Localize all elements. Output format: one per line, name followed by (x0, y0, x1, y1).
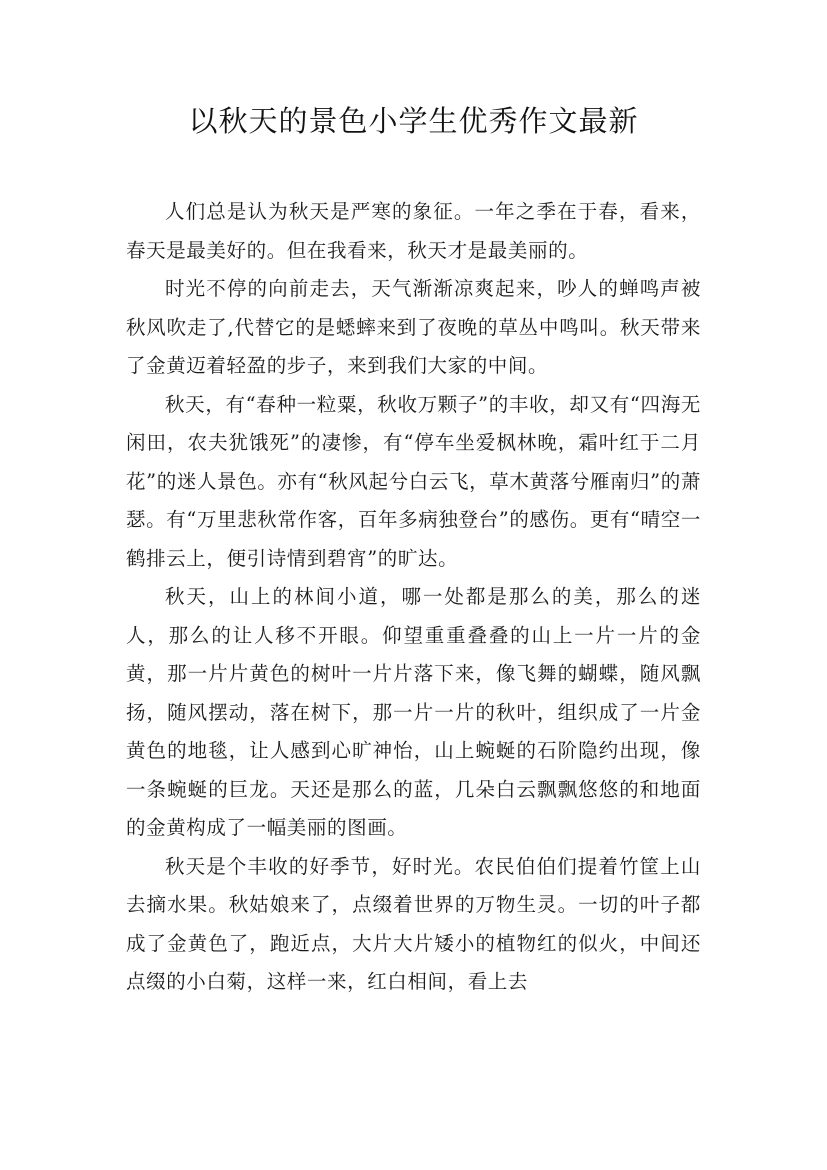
document-body (126, 193, 701, 1002)
paragraph: 时光不停的向前走去，天气渐渐凉爽起来，吵人的蝉鸣声被秋风吹走了,代替它的是蟋蟀来到了夜晚的草丛中鸣叫。秋天带来了金黄迈着轻盈的步子，来到我们大家的中间。 (126, 277, 701, 377)
paragraph: 秋天，山上的林间小道，哪一处都是那么的美，那么的迷人，那么的让人移不开眼。仰望重重叠叠的山上一片一片的金黄，那一片片黄色的树叶一片片落下来，像飞舞的蝴蝶，随风飘扬，随风摆动，落在树下，那一片一片的秋叶，组织成了一片金黄色的地毯，让人感到心旷神怡，山上蜿蜒的石阶隐约出现，像一条蜿蜒的巨龙。天还是那么的蓝，几朵白云飘飘悠悠的和地面的金黄构成了一幅美丽的图画。 (126, 585, 701, 839)
paragraph: 秋天，有“春种一粒粟，秋收万颗子”的丰收，却又有“四海无闲田，农夫犹饿死”的凄惨，有“停车坐爱枫林晚，霜叶红于二月花”的迷人景色。亦有“秋风起兮白云飞，草木黄落兮雁南归”的萧瑟。有“万里悲秋常作客，百年多病独登台”的感伤。更有“晴空一鹤排云上，便引诗情到碧宵”的旷达。 (126, 392, 701, 570)
document-title: 以秋天的景色小学生优秀作文最新 (188, 104, 639, 138)
paragraph: 秋天是个丰收的好季节，好时光。农民伯伯们提着竹筐上山去摘水果。秋姑娘来了，点缀着世界的万物生灵。一切的叶子都成了金黄色了，跑近点，大片大片矮小的植物红的似火，中间还点缀的小白菊，这样一来，红白相间，看上去 (126, 854, 701, 993)
paragraph: 人们总是认为秋天是严寒的象征。一年之季在于春，看来，春天是最美好的。但在我看来，秋天才是最美丽的。 (126, 200, 701, 262)
